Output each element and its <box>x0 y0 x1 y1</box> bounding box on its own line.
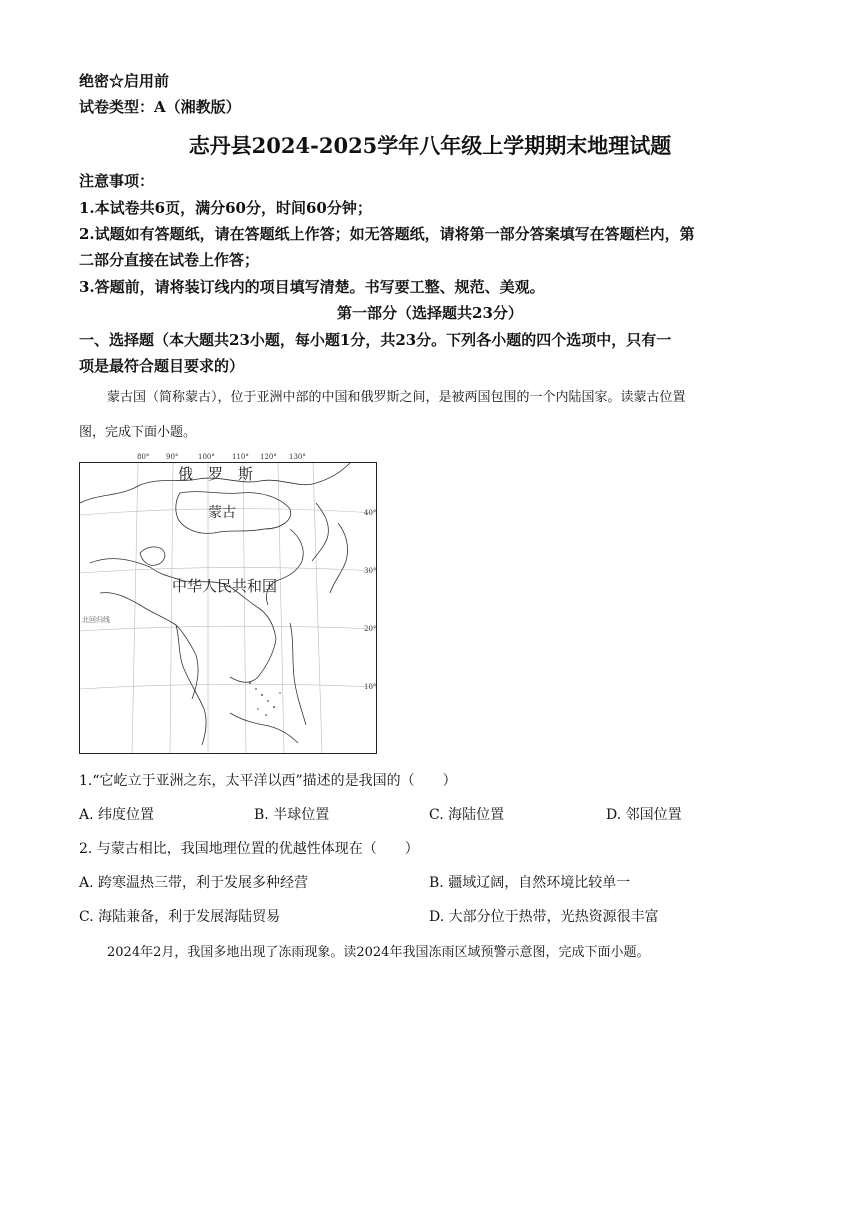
lat-tick-30: 30° <box>364 567 376 575</box>
q1-option-c[interactable]: C. 海陆位置 <box>429 807 505 823</box>
section-heading-line-2: 项是最符合题目要求的） <box>79 357 245 375</box>
lon-tick-100-label: 100° <box>198 453 215 461</box>
confidential-label: 绝密☆启用前 <box>79 72 170 90</box>
section-heading-line-1: 一、选择题（本大题共23小题，每小题1分，共23分。下列各小题的四个选项中，只有一 <box>79 331 672 349</box>
q2-option-d[interactable]: D. 大部分位于热带，光热资源很丰富 <box>429 909 659 925</box>
lon-tick-130-label: 130° <box>289 453 306 461</box>
question-2-stem: 2. 与蒙古相比，我国地理位置的优越性体现在（ ） <box>79 841 419 857</box>
question-1-stem: 1.“它屹立于亚洲之东，太平洋以西”描述的是我国的（ ） <box>79 773 457 789</box>
map-label-mongolia: 蒙古 <box>208 505 236 521</box>
lat-tick-10: 10° <box>364 683 376 691</box>
lon-tick-120-label: 120° <box>260 453 277 461</box>
paper-type-label: 试卷类型：A（湘教版） <box>79 98 241 116</box>
map-label-china: 中华人民共和国 <box>172 577 278 595</box>
page-title: 志丹县2024-2025学年八年级上学期期末地理试题 <box>188 133 672 158</box>
intro-2: 2024年2月，我国多地出现了冻雨现象。读2024年我国冻雨区域预警示意图，完成下面小题。 <box>107 945 650 960</box>
q1-option-a[interactable]: A. 纬度位置 <box>79 807 155 823</box>
q2-option-a[interactable]: A. 跨寒温热三带，利于发展多种经营 <box>79 875 309 891</box>
part1-heading: 第一部分（选择题共23分） <box>337 304 523 322</box>
lat-tick-20: 20° <box>364 625 376 633</box>
notes-item-1: 1.本试卷共6页，满分60分，时间60分钟； <box>79 199 372 217</box>
lon-tick-80-label: 80° <box>137 453 150 461</box>
notes-item-2-line-2: 二部分直接在试卷上作答； <box>79 251 260 269</box>
q2-option-c[interactable]: C. 海陆兼备，利于发展海陆贸易 <box>79 909 281 925</box>
q1-option-d[interactable]: D. 邻国位置 <box>606 807 682 823</box>
q1-option-b[interactable]: B. 半球位置 <box>254 807 330 823</box>
lat-tick-40: 40° <box>364 509 376 517</box>
lon-tick-90-label: 90° <box>166 453 179 461</box>
q2-option-b[interactable]: B. 疆域辽阔，自然环境比较单一 <box>429 875 631 891</box>
map-graphic <box>80 463 376 753</box>
longitude-tick-row <box>79 453 377 463</box>
notes-item-3: 3.答题前，请将装订线内的项目填写清楚。书写要工整、规范、美观。 <box>79 278 545 296</box>
map-label-russia: 俄 罗 斯 <box>178 465 254 483</box>
lon-tick-80 <box>136 463 148 464</box>
intro-1-line-2: 图，完成下面小题。 <box>79 425 197 440</box>
lon-tick-110-label: 110° <box>232 453 249 461</box>
intro-1-line-1: 蒙古国（简称蒙古），位于亚洲中部的中国和俄罗斯之间，是被两国包围的一个内陆国家。读蒙古位置 <box>107 390 686 405</box>
notes-heading: 注意事项： <box>79 172 155 190</box>
map-label-tropic: 北回归线 <box>82 616 110 624</box>
mongolia-location-map <box>79 462 377 754</box>
notes-item-2-line-1: 2.试题如有答题纸，请在答题纸上作答；如无答题纸，请将第一部分答案填写在答题栏内，第 <box>79 225 695 243</box>
